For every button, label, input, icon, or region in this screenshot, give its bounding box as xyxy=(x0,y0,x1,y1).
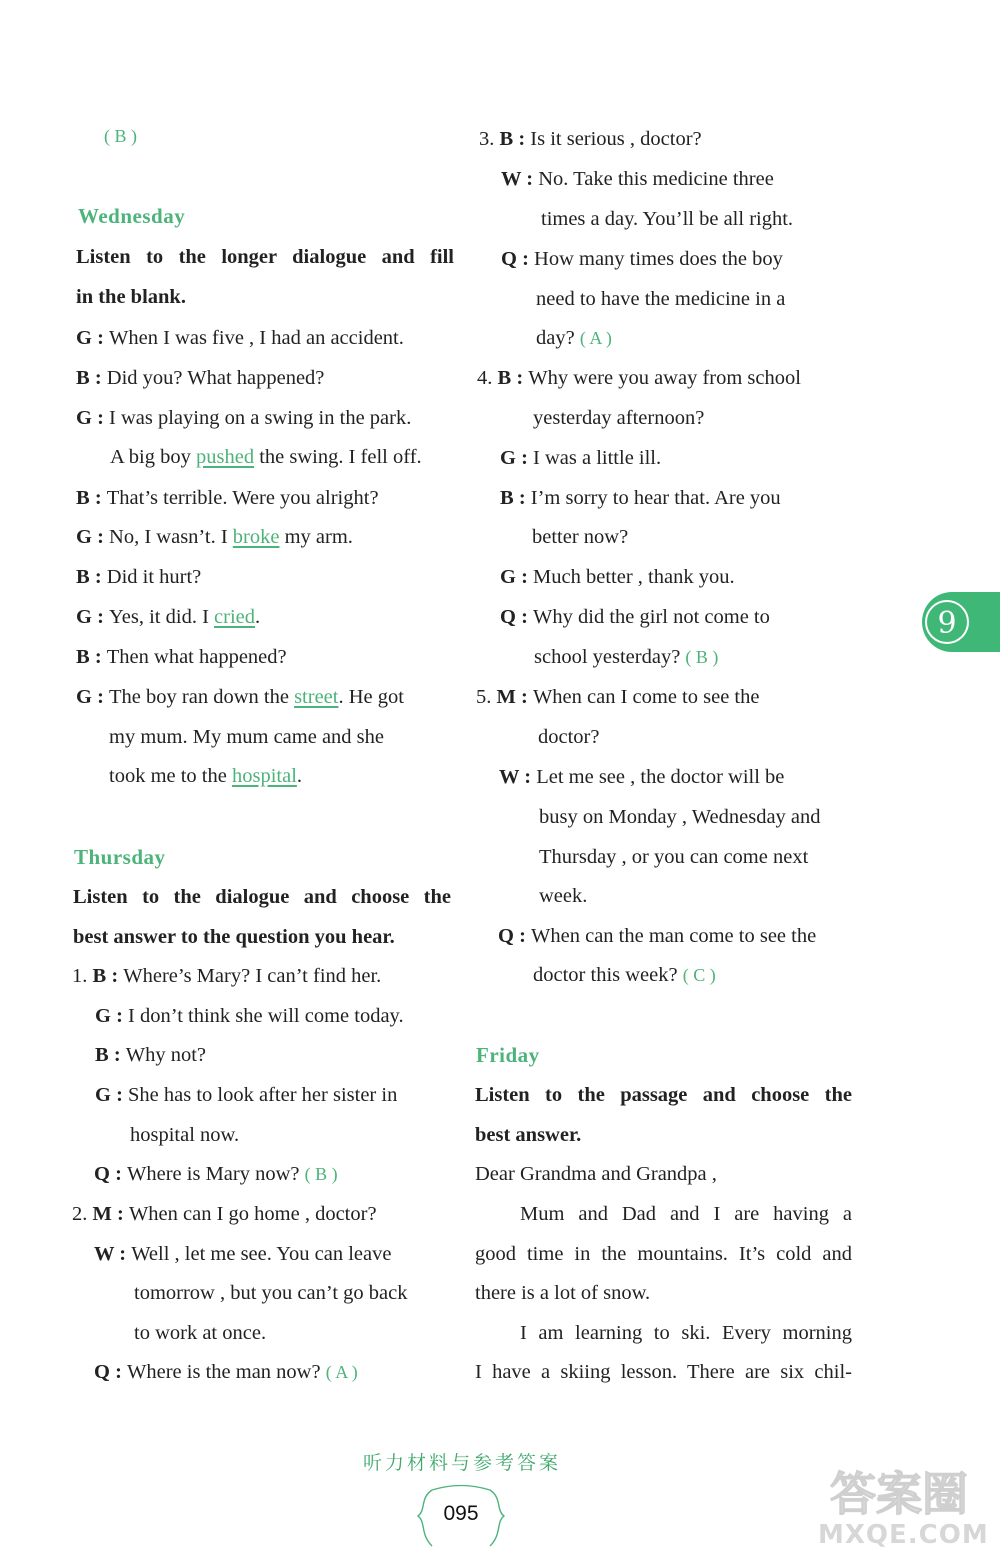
paragraph-line: I have a skiing lesson. There are six chil- xyxy=(475,1361,852,1383)
dialogue-line: my mum. My mum came and she xyxy=(109,726,384,748)
letter-salutation: Dear Grandma and Grandpa , xyxy=(475,1163,717,1185)
fill-answer: pushed xyxy=(196,446,255,468)
answer: ( C ) xyxy=(682,965,716,985)
dialogue-line: W : No. Take this medicine three xyxy=(501,168,774,190)
dialogue-line: B : Then what happened? xyxy=(76,646,287,668)
dialogue-line: busy on Monday , Wednesday and xyxy=(539,806,821,828)
question-line: Q : Where is the man now? ( A ) xyxy=(94,1361,358,1383)
dialogue-line: G : Yes, it did. I cried. xyxy=(76,606,261,628)
section-title-thursday: Thursday xyxy=(74,845,166,869)
dialogue-line: Thursday , or you can come next xyxy=(539,846,809,868)
instruction: Listen to the dialogue and choose the xyxy=(73,886,451,908)
fill-answer: street xyxy=(294,686,339,708)
dialogue-line: G : I was playing on a swing in the park. xyxy=(76,407,412,429)
question-line: day? ( A ) xyxy=(536,327,612,349)
dialogue-line: B : Did it hurt? xyxy=(76,566,202,588)
svg-text:答案圈: 答案圈 xyxy=(830,1467,968,1521)
question-line: need to have the medicine in a xyxy=(536,288,786,310)
dialogue-line: W : Well , let me see. You can leave xyxy=(94,1243,392,1265)
dialogue-line: A big boy pushed the swing. I fell off. xyxy=(110,446,422,468)
dialogue-line: B : Did you? What happened? xyxy=(76,367,325,389)
fill-answer: broke xyxy=(232,526,280,548)
instruction: best answer. xyxy=(475,1124,582,1146)
dialogue-line: G : Much better , thank you. xyxy=(500,566,735,588)
question-line: Q : How many times does the boy xyxy=(501,248,783,270)
paragraph-line: there is a lot of snow. xyxy=(475,1282,651,1304)
question-line: doctor this week? ( C ) xyxy=(533,964,716,986)
dialogue-line: to work at once. xyxy=(134,1322,267,1344)
dialogue-line: B : I’m sorry to hear that. Are you xyxy=(500,487,781,509)
dialogue-line: hospital now. xyxy=(130,1124,240,1146)
dialogue-line: took me to the hospital. xyxy=(109,765,303,787)
answer: ( A ) xyxy=(579,328,612,348)
dialogue-line: B : Why not? xyxy=(95,1044,207,1066)
section-title-friday: Friday xyxy=(476,1043,540,1067)
answer: ( A ) xyxy=(325,1362,358,1382)
section-title-wednesday: Wednesday xyxy=(78,204,186,228)
dialogue-line: tomorrow , but you can’t go back xyxy=(134,1282,408,1304)
question-1: 1. B : Where’s Mary? I can’t find her. xyxy=(72,965,382,987)
question-5: 5. M : When can I come to see the xyxy=(476,686,760,708)
question-4: 4. B : Why were you away from school xyxy=(477,367,801,389)
fill-answer: cried xyxy=(214,606,256,628)
dialogue-line: yesterday afternoon? xyxy=(533,407,705,429)
dialogue-line: G : I was a little ill. xyxy=(500,447,662,469)
instruction: in the blank. xyxy=(76,286,186,308)
dialogue-line: better now? xyxy=(532,526,629,548)
dialogue-line: G : I don’t think she will come today. xyxy=(95,1005,404,1027)
dialogue-line: G : The boy ran down the street. He got xyxy=(76,686,404,708)
answer: ( B ) xyxy=(104,126,137,146)
answer: ( B ) xyxy=(304,1164,338,1184)
paragraph-line: Mum and Dad and I are having a xyxy=(520,1203,852,1225)
instruction: Listen to the longer dialogue and fill xyxy=(76,246,454,268)
answer: ( B ) xyxy=(685,647,719,667)
paragraph-line: good time in the mountains. It’s cold and xyxy=(475,1243,852,1265)
paragraph-line: I am learning to ski. Every morning xyxy=(520,1322,852,1344)
dialogue-line: G : She has to look after her sister in xyxy=(95,1084,398,1106)
page-number: 095 xyxy=(443,1502,479,1525)
dialogue-line: G : When I was five , I had an accident. xyxy=(76,327,404,349)
instruction: best answer to the question you hear. xyxy=(73,926,395,948)
dialogue-line: G : No, I wasn’t. I broke my arm. xyxy=(76,526,353,548)
watermark-url: MXQE.COM xyxy=(818,1520,989,1550)
dialogue-line: times a day. You’ll be all right. xyxy=(541,208,794,230)
dialogue-line: B : That’s terrible. Were you alright? xyxy=(76,487,379,509)
dialogue-line: doctor? xyxy=(538,726,600,748)
footer-title: 听力材料与参考答案 xyxy=(362,1452,561,1474)
question-line: school yesterday? ( B ) xyxy=(534,646,719,668)
question-line: Q : Why did the girl not come to xyxy=(500,606,770,628)
dialogue-line: week. xyxy=(539,885,588,907)
instruction: Listen to the passage and choose the xyxy=(475,1084,852,1106)
fill-answer: hospital xyxy=(231,765,297,787)
question-2: 2. M : When can I go home , doctor? xyxy=(72,1203,377,1225)
unit-number: 9 xyxy=(925,600,969,644)
question-3: 3. B : Is it serious , doctor? xyxy=(479,128,702,150)
question-line: Q : When can the man come to see the xyxy=(498,925,817,947)
dialogue-line: W : Let me see , the doctor will be xyxy=(499,766,785,788)
question-line: Q : Where is Mary now? ( B ) xyxy=(94,1163,338,1185)
